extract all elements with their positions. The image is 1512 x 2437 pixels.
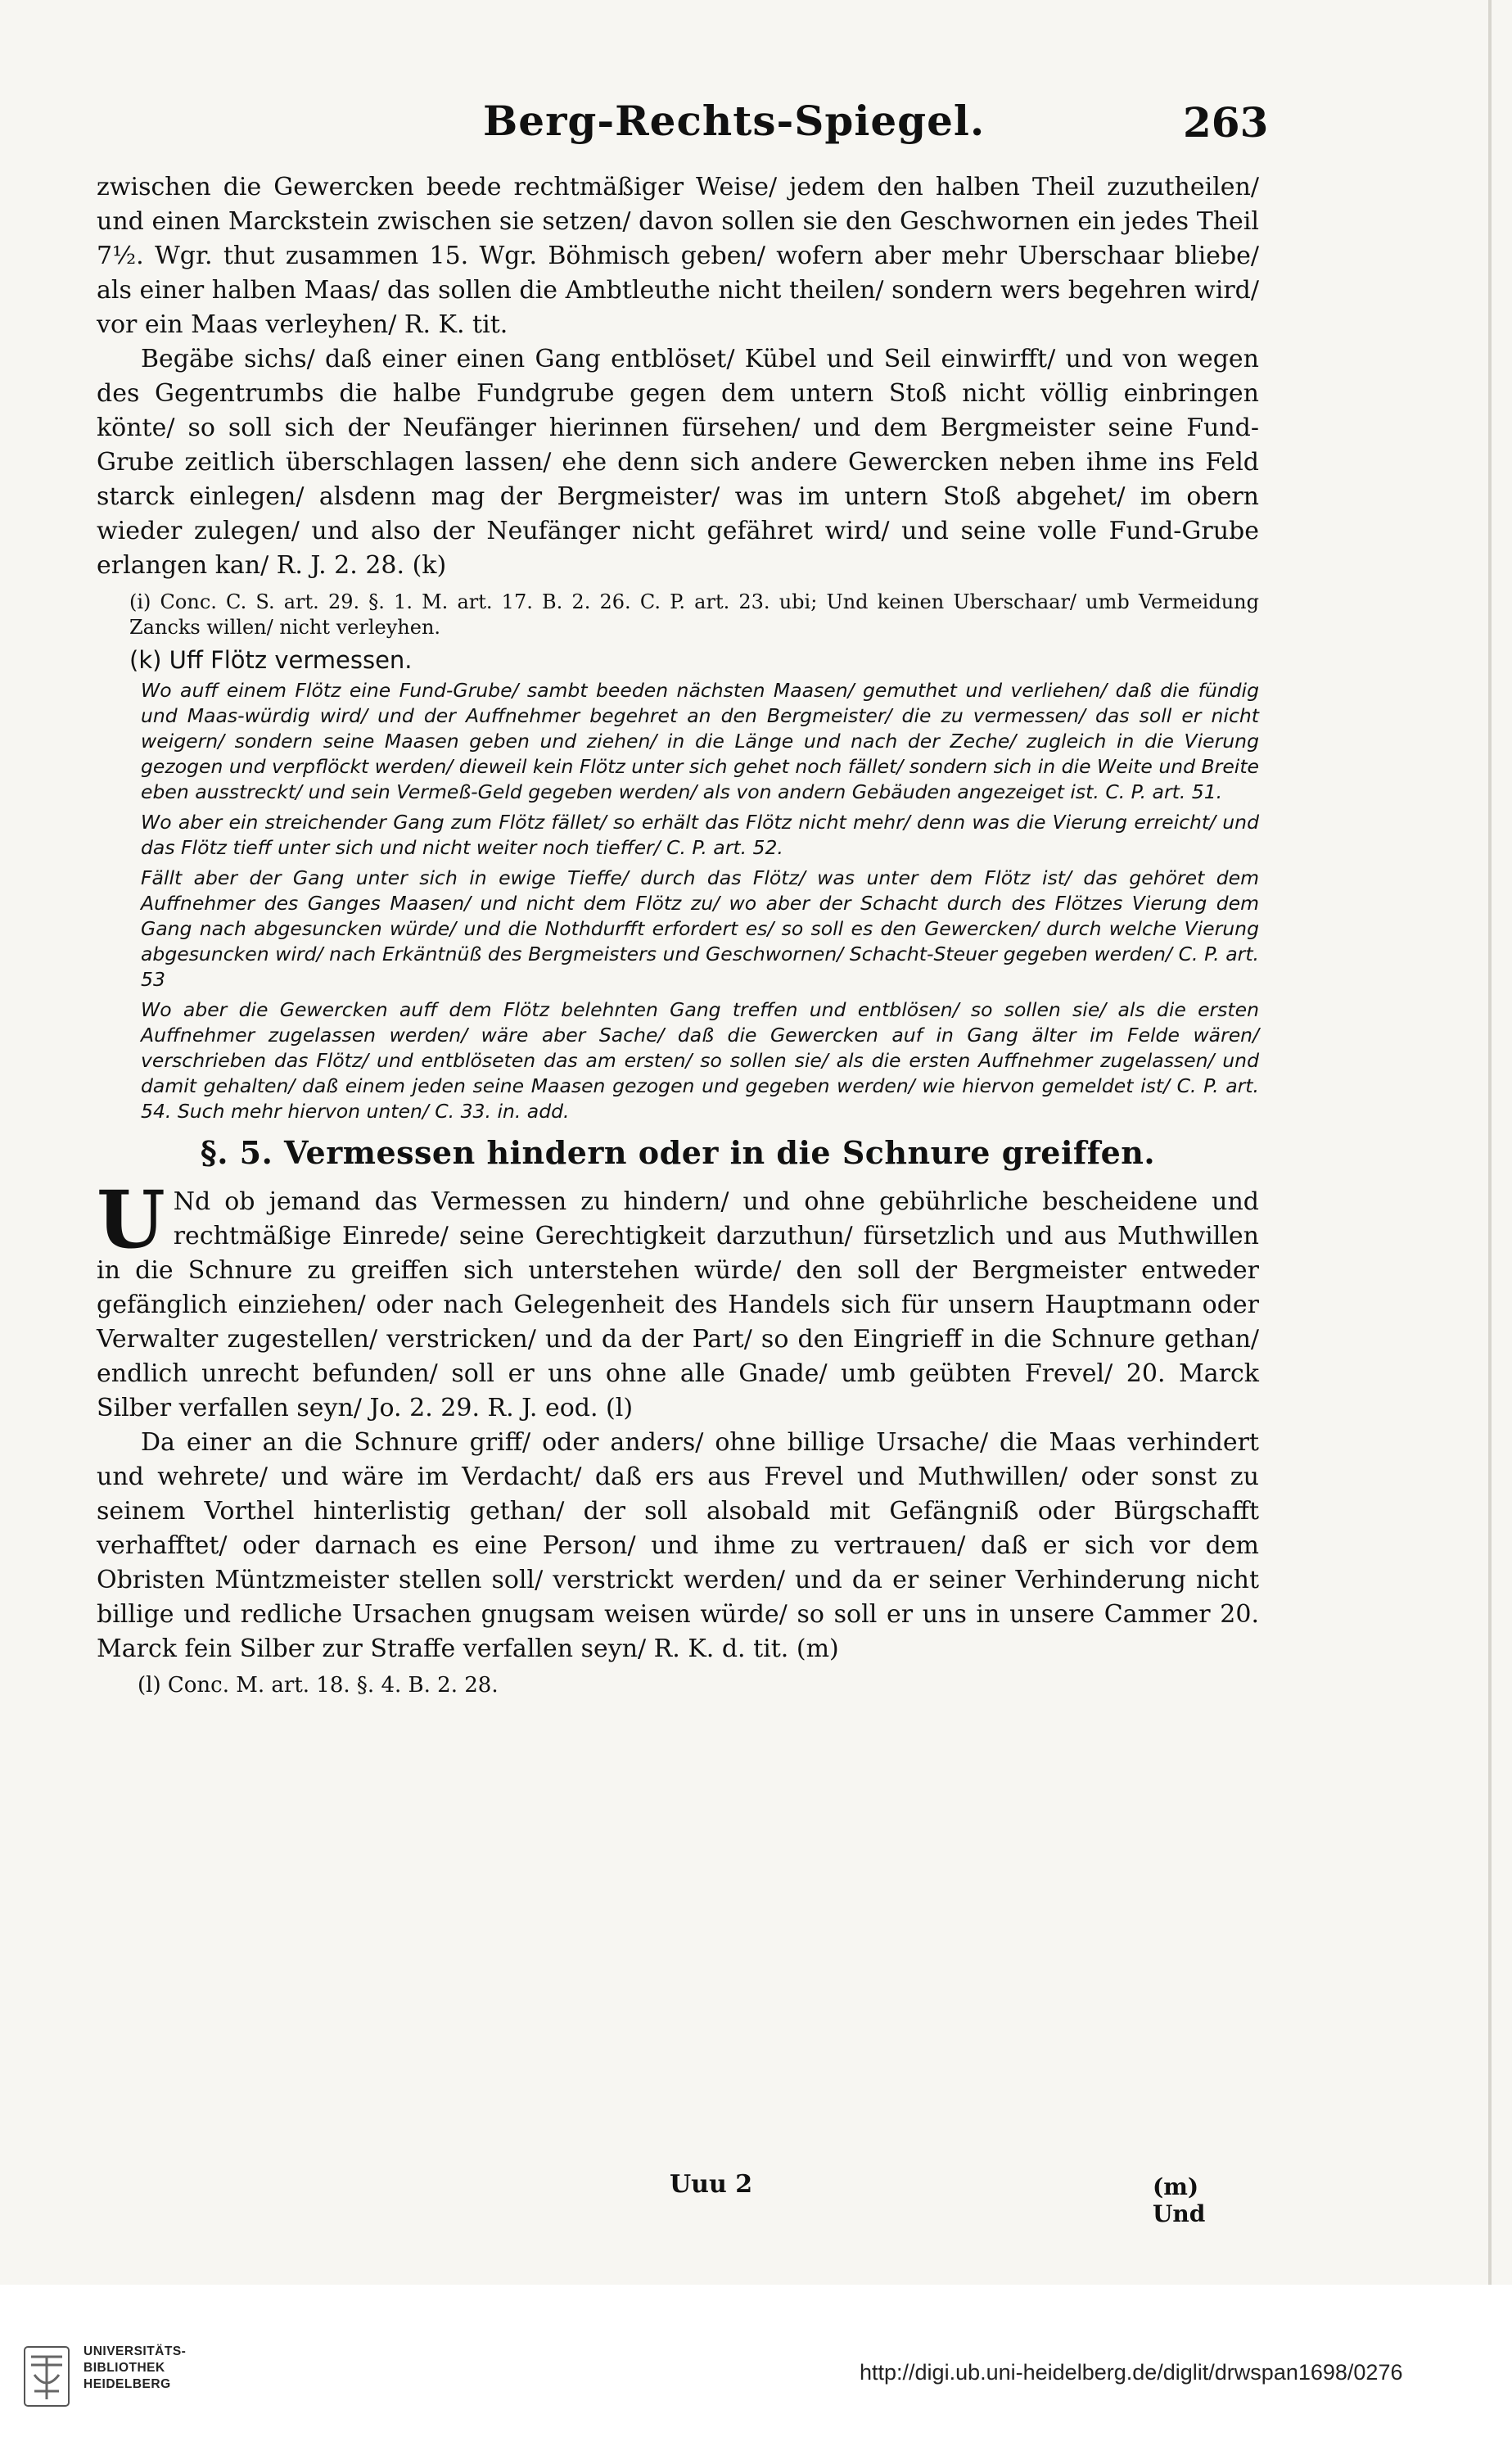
note-k-paragraph-3: Fällt aber der Gang unter sich in ewige Tieffe/ durch das Flötz/ was unter dem Flötz ist/ das gehöret dem Auffnehmer des Ganges Maasen/ und nicht dem Flötz zu/ wo aber der Schacht durch des Flötzes Vierung dem Gang nach abgesuncken würde/ und die Nothdurfft erfordert es/ so soll es den Gewercken/ durch welche Vierung abgesuncken wird/ nach Erkäntnüß des Bergmeisters und Geschwornen/ Schacht-Steuer gegeben werden/ C. P. art. 53: [141, 866, 1259, 991]
note-k-paragraph-2: Wo aber ein streichender Gang zum Flötz fället/ so erhält das Flötz nicht mehr/ denn was die Vierung erreicht/ und das Flötz tieff unter sich und nicht weiter noch tieffer/ C. P. art. 52.: [141, 811, 1259, 859]
logo-line-1: UNIVERSITÄTS-: [83, 2344, 187, 2358]
paragraph-3: [97, 1173, 1259, 1426]
seal-icon: [23, 2345, 70, 2408]
paragraph-1: zwischen die Gewercken beede rechtmäßiger Weise/ jedem den halben Theil zuzutheilen/ und einen Marckstein zwischen sie setzen/ davon sollen sie den Geschwornen ein jedes Theil 7½. Wgr. thut zusammen 15. Wgr. Böhmisch geben/ wofern aber mehr Uberschaar bliebe/ als einer halben Maas/ das sollen die Ambtleuthe nicht theilen/ sondern wers begehren wird/ vor ein Maas verleyhen/ R. K. tit.: [97, 173, 1259, 339]
catchword: (m) Und: [1153, 2173, 1206, 2227]
note-k-paragraph-1: Wo auff einem Flötz eine Fund-Grube/ sambt beeden nächsten Maasen/ gemuthet und verliehen/ daß die fündig und Maas-würdig wird/ und der Auffnehmer begehret an den Bergmeister/ die zu vermessen/ das soll er nicht weigern/ sondern seine Maasen geben und ziehen/ in die Länge und nach der Zeche/ zugleich in die Vierung gezogen und verpflöckt werden/ dieweil kein Flötz unter sich gehet noch fället/ sondern sich in die Weite und Breite eben ausstreckt/ und sein Vermeß-Geld gegeben werden/ als von andern Gebäuden angezeiget ist. C. P. art. 51.: [141, 679, 1259, 803]
paragraph-4: Da einer an die Schnure griff/ oder anders/ ohne billige Ursache/ die Maas verhindert und wehrete/ und wäre im Verdacht/ daß ers aus Frevel und Muthwillen/ oder sonst zu seinem Vorthel hinterlistig gethan/ der soll alsobald mit Gefängniß oder Bürgschafft verhafftet/ oder darnach es eine Person/ und ihme zu vertrauen/ daß er sich vor dem Obristen Müntzmeister stellen soll/ verstrickt werden/ und da er seiner Verhinderung nicht billige und redliche Ursachen gnugsam weisen würde/ so soll er uns in unsere Cammer 20. Marck fein Silber zur Straffe verfallen seyn/ R. K. d. tit. (m): [97, 1428, 1259, 1663]
signature-mark: Uuu 2: [670, 2170, 753, 2199]
logo-line-2: BIBLIOTHEK: [83, 2361, 165, 2375]
paragraph-2: Begäbe sichs/ daß einer einen Gang entblöset/ Kübel und Seil einwirfft/ und von wegen des Gegentrumbs die halbe Fundgrube gegen dem untern Stoß nicht völlig einbringen könte/ so soll sich der Neufänger hierinnen fürsehen/ und dem Bergmeister seine Fund-Grube zeitlich überschlagen lassen/ ehe denn sich andere Gewercken neben ihme ins Feld starck einlegen/ alsdenn mag der Bergmeister/ was im untern Stoß abgehet/ im obern wieder zulegen/ und also der Neufänger nicht gefähret wird/ und seine volle Fund-Grube erlangen kan/ R. J. 2. 28. (k): [97, 345, 1259, 580]
source-url-link[interactable]: http://digi.ub.uni-heidelberg.de/diglit/drwspan1698/0276: [860, 2360, 1403, 2385]
paragraph-3-text: Nd ob jemand das Vermessen zu hindern/ und ohne gebührliche bescheidene und rechtmäßige Einrede/ seine Gerechtigkeit darzuthun/ fürsetzlich und aus Muthwillen in die Schnure zu greiffen sich unterstehen würde/ den soll der Bergmeister entweder gefänglich einziehen/ oder nach Gelegenheit des Handels sich für unsern Hauptmann oder Verwalter zugestellen/ verstricken/ und da der Part/ so den Eingrieff in die Schnure gethan/ endlich unrecht befunden/ soll er uns ohne alle Gnade/ umb geübten Frevel/ 20. Marck Silber verfallen seyn/ Jo. 2. 29. R. J. eod. (l): [97, 1187, 1259, 1422]
library-logo[interactable]: [23, 2344, 309, 2434]
section-heading: §. 5. Vermessen hindern oder in die Schnure greiffen.: [200, 1134, 1156, 1171]
page-edge: [1488, 0, 1492, 2285]
viewer-footer: [0, 2285, 1512, 2437]
page-number: 263: [1183, 98, 1269, 147]
page-bottom-line: [97, 2170, 1259, 2227]
note-k-paragraph-4: Wo aber die Gewercken auff dem Flötz belehnten Gang treffen und entblösen/ so sollen sie/ als die ersten Auffnehmer zugelassen werden/ wäre aber Sache/ daß die Gewercken auf in Gang älter im Felde wären/ verschrieben das Flötz/ und entblöseten das am ersten/ so sollen sie/ als die ersten Auffnehmer zugelassen/ und damit gehalten/ daß einem jeden seine Maasen gezogen und gegeben werden/ wie hiervon gemeldet ist/ C. P. art. 54. Such mehr hiervon unten/ C. 33. in. add.: [141, 998, 1259, 1123]
drop-initial: U: [97, 1173, 165, 1266]
footnote-l: (l) Conc. M. art. 18. §. 4. B. 2. 28.: [138, 1673, 499, 1698]
note-k-heading: (k) Uff Flötz vermessen.: [129, 646, 413, 674]
page-header: [0, 97, 1512, 154]
page-body: [97, 170, 1259, 1699]
running-title: Berg-Rechts-Spiegel.: [483, 97, 986, 145]
logo-text: [83, 2344, 186, 2393]
logo-line-3: HEIDELBERG: [83, 2377, 171, 2391]
note-i: (i) Conc. C. S. art. 29. §. 1. M. art. 17. B. 2. 26. C. P. art. 23. ubi; Und keinen Uberschaar/ umb Vermeidung Zancks willen/ nicht verleyhen.: [129, 590, 1259, 639]
